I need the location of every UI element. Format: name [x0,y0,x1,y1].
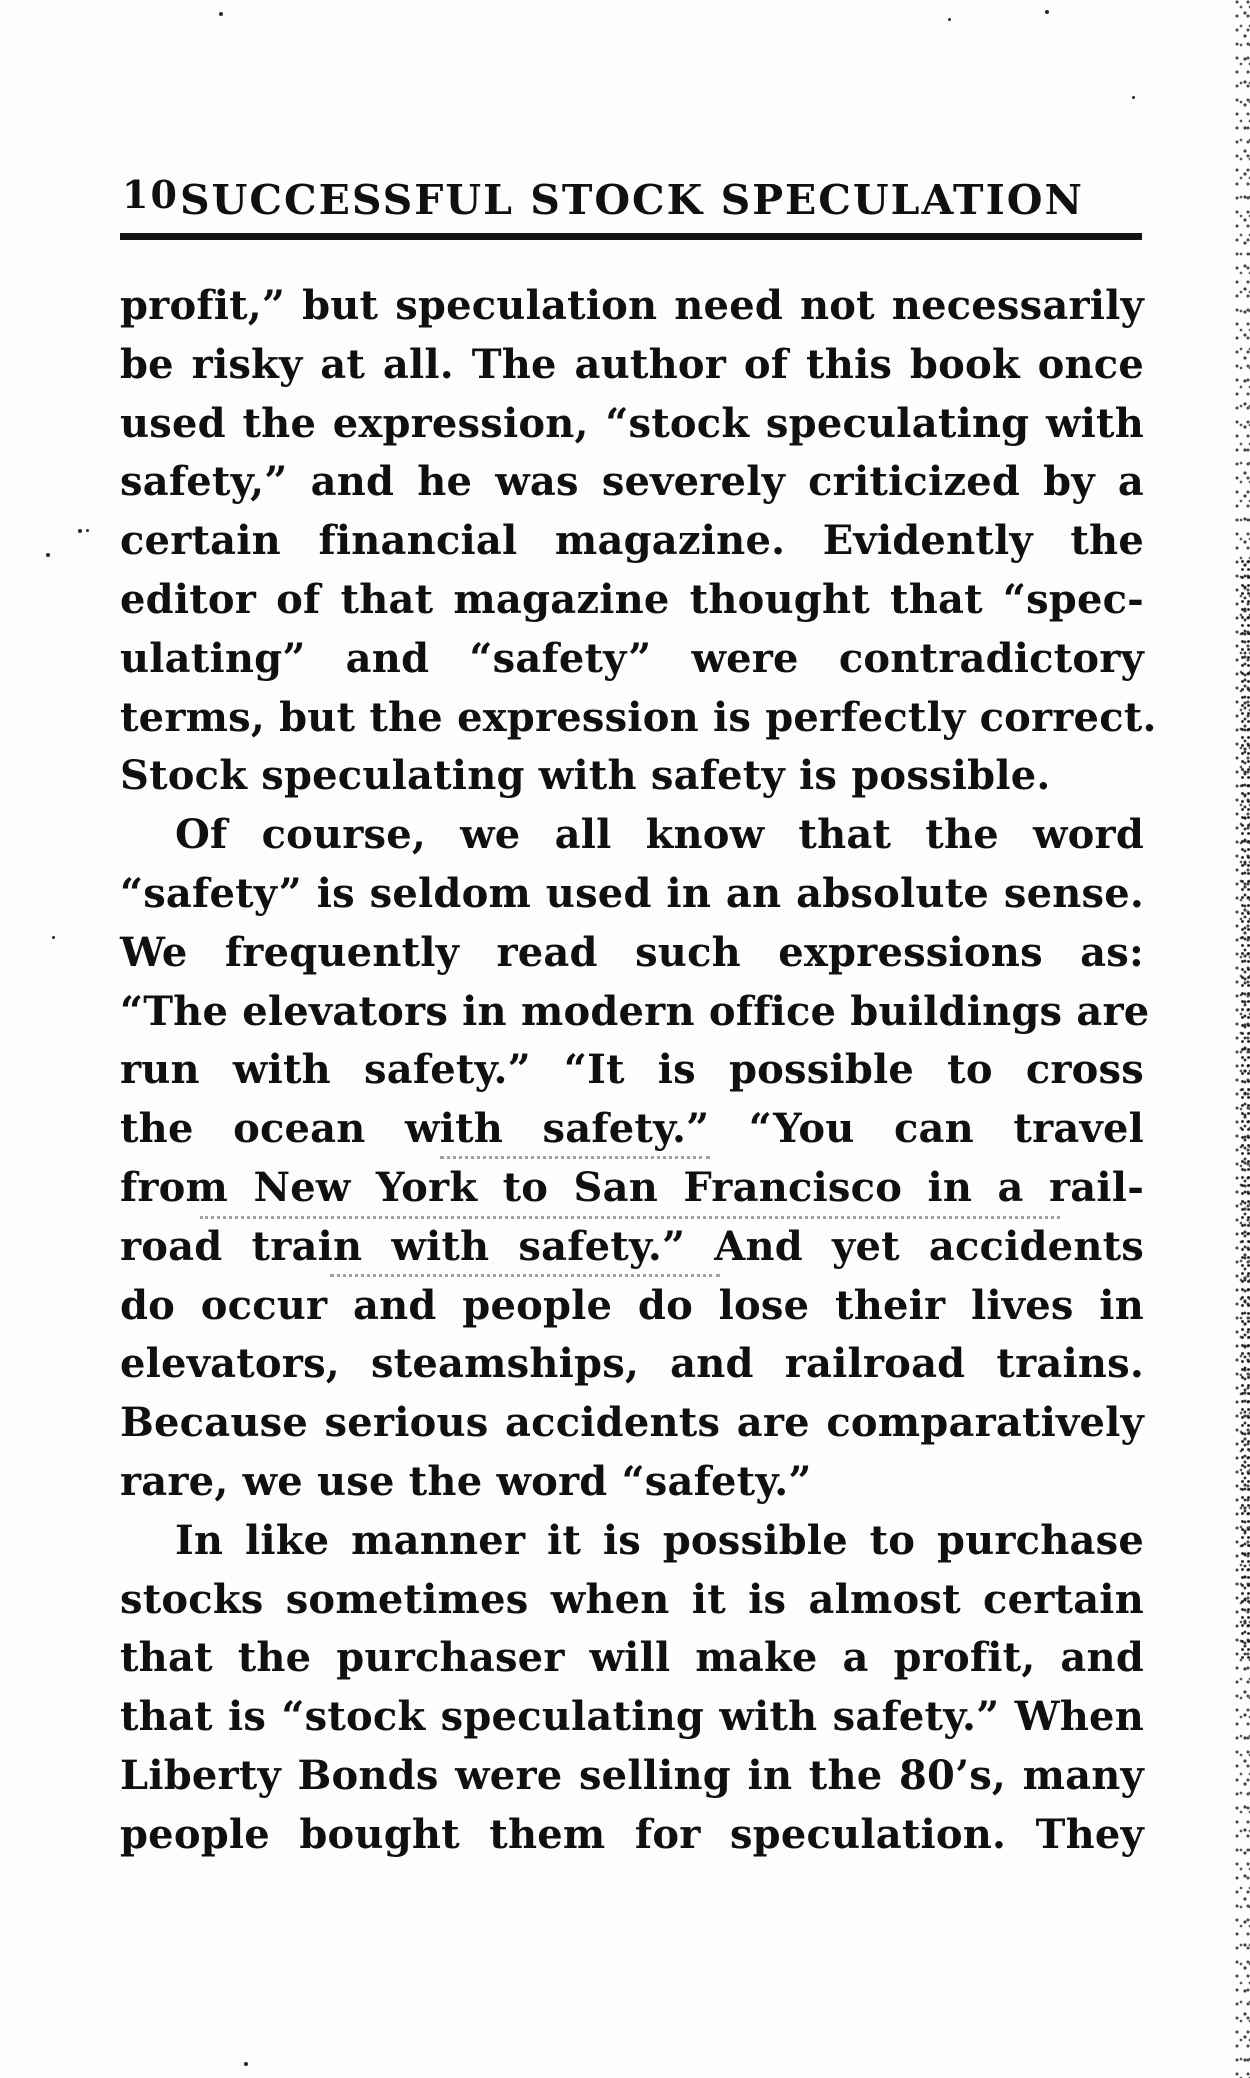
page-number: 10 [122,172,179,217]
text-line: that the purchaser will make a profit, and [120,1634,1144,1682]
text-line: safety,” and he was severely criticized by a [120,458,1144,506]
scan-artifact-dots [200,1216,1060,1219]
page-title: SUCCESSFUL STOCK SPECULATION [180,176,1084,224]
header-rule [120,233,1142,240]
text-line: the ocean with safety.” “You can travel [120,1105,1144,1153]
text-line: terms, but the expression is perfectly correct. [120,693,1157,741]
scan-speckle [948,18,951,21]
scan-speckle [244,2062,248,2066]
text-line: stocks sometimes when it is almost certain [120,1575,1144,1623]
scan-speckle [52,936,55,939]
scan-noise-band-dense [1241,560,1250,1660]
scan-speckle [86,529,89,532]
text-line: Stock speculating with safety is possible. [120,752,1051,800]
text-line: that is “stock speculating with safety.” When [120,1693,1144,1741]
scan-artifact-dots [440,1156,710,1159]
text-line: Liberty Bonds were selling in the 80’s, many [120,1751,1144,1799]
page-header [120,172,1144,228]
text-line: certain financial magazine. Evidently the [120,517,1144,565]
text-line: elevators, steamships, and railroad trains. [120,1340,1144,1388]
text-line: road train with safety.” And yet accidents [120,1222,1144,1270]
text-line: be risky at all. The author of this book once [120,340,1144,388]
text-line: “The elevators in modern office buildings are [120,987,1150,1035]
text-line: profit,” but speculation need not necessarily [120,282,1144,329]
text-line: from New York to San Francisco in a rail- [120,1163,1144,1211]
text-line: people bought them for speculation. They [120,1810,1144,1858]
text-line: run with safety.” “It is possible to cross [120,1046,1144,1094]
scan-speckle [46,553,50,557]
text-line: Of course, we all know that the word [175,811,1144,859]
text-line: Because serious accidents are comparatively [120,1399,1144,1447]
scan-speckle [78,529,82,533]
text-line: We frequently read such expressions as: [120,928,1144,976]
text-line: do occur and people do lose their lives in [120,1281,1144,1329]
text-line: In like manner it is possible to purchase [175,1516,1144,1564]
page-body [120,277,1157,1865]
text-line: rare, we use the word “safety.” [120,1457,812,1505]
text-line: used the expression, “stock speculating with [120,399,1144,447]
scan-artifact-dots [330,1274,720,1277]
scan-speckle [219,12,223,16]
scan-speckle [1045,10,1049,14]
text-line: “safety” is seldom used in an absolute sense. [120,869,1144,917]
text-line: editor of that magazine thought that “spec- [120,575,1144,623]
scan-speckle [1132,96,1135,99]
text-line: ulating” and “safety” were contradictory [120,634,1144,682]
